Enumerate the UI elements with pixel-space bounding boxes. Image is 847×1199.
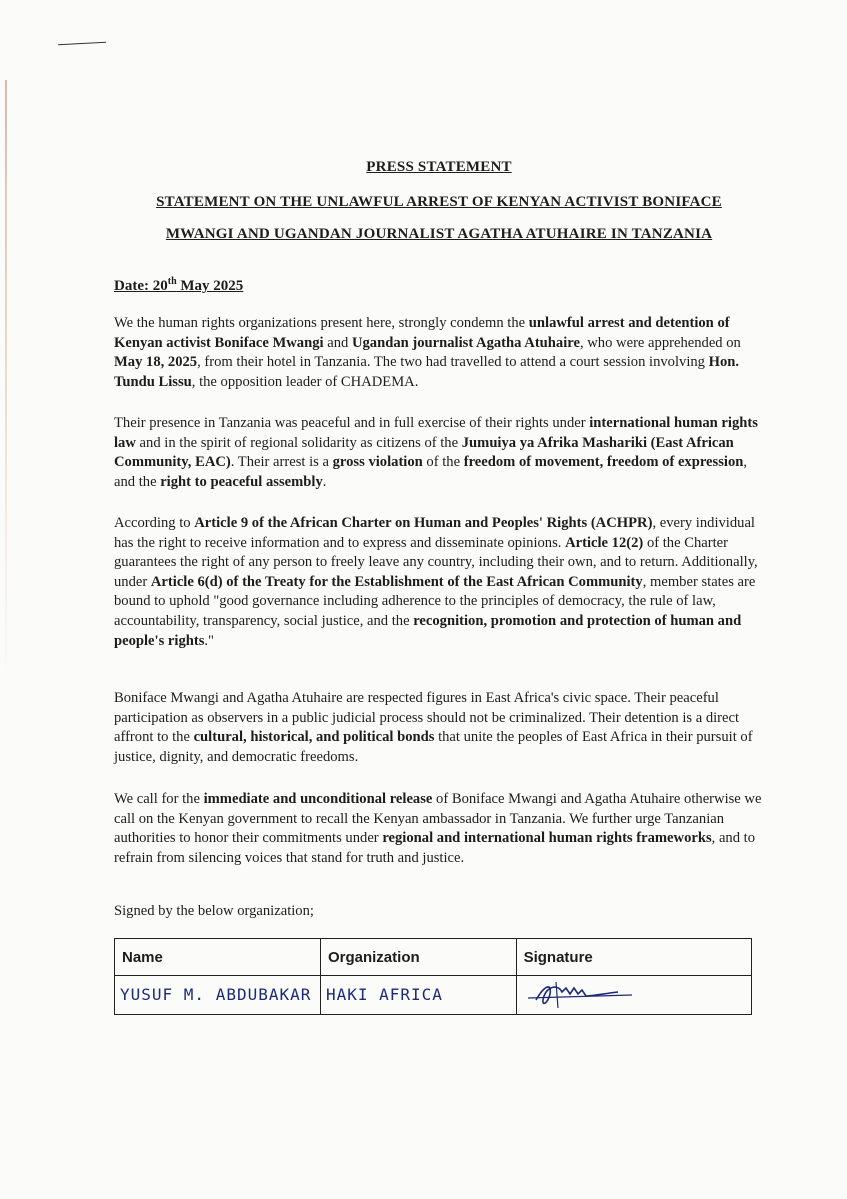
scan-edge-shadow: [5, 80, 7, 680]
text-run: , every individual has the right to receive information and to express and disseminate opinions.: [114, 515, 755, 551]
bold-text: freedom of movement, freedom of expression: [463, 454, 744, 471]
signed-by-text: Signed by the below organization;: [114, 903, 314, 919]
paragraph-call-to-action: [114, 790, 764, 868]
paragraph-rights-violation: [114, 414, 764, 492]
bold-text: right to peaceful assembly: [160, 473, 323, 490]
bold-text: Article 12(2): [565, 534, 644, 551]
text-run: . Their arrest is a: [230, 454, 333, 471]
handwritten-signature: [522, 978, 642, 1012]
bold-text: Ugandan journalist Agatha Atuhaire: [351, 334, 580, 351]
table-header-row: [115, 939, 752, 976]
bold-text: unlawful arrest and detention of Kenyan activist Boniface Mwangi: [114, 315, 730, 351]
date-prefix: Date: 20: [114, 278, 168, 294]
text-run: and in the spirit of regional solidarity as citizens of the: [135, 434, 462, 451]
column-header-organization: Organization: [320, 939, 516, 976]
statement-heading-line2: MWANGI AND UGANDAN JOURNALIST AGATHA ATUHAIRE IN TANZANIA: [165, 226, 713, 242]
signatory-name: YUSUF M. ABDUBAKAR: [120, 985, 312, 1004]
text-run: of Boniface Mwangi and Agatha Atuhaire otherwise we call on the Kenyan government to recall the Kenyan ambassador in Tanzania. We further urge Tanzanian authorities to honor their commitments under: [114, 791, 762, 847]
text-run: , and to refrain from silencing voices that stand for truth and justice.: [114, 830, 756, 866]
text-run: , and the: [114, 454, 748, 490]
bold-text: international human rights law: [114, 415, 758, 451]
text-run: , who were apprehended on: [579, 334, 741, 351]
signature-cell: [516, 976, 751, 1015]
bold-text: immediate and unconditional release: [203, 791, 433, 807]
bold-text: regional and international human rights frameworks: [382, 830, 712, 847]
text-run: , member states are bound to uphold "good governance including adherence to the principles of democracy, the rule of law, accountability, transparency, social justice, and the: [114, 573, 756, 629]
text-run: , the opposition leader of CHADEMA.: [191, 373, 419, 390]
bold-text: recognition, promotion and protection of human and people's rights: [114, 612, 742, 649]
text-run: of the Charter guarantees the right of any person to freely leave any country, including their own, and to return. Additionally, under: [114, 534, 758, 590]
paragraph-condemnation: [114, 314, 764, 392]
signatory-organization-cell: [320, 976, 516, 1015]
bold-text: cultural, historical, and political bonds: [193, 729, 435, 746]
statement-date: [114, 276, 243, 295]
pen-mark: [58, 39, 106, 46]
date-ordinal: th: [167, 276, 177, 287]
table-row: [115, 976, 752, 1015]
text-run: of the: [422, 454, 464, 471]
date-suffix: May 2025: [176, 278, 244, 294]
paragraph-legal-basis: [114, 514, 764, 651]
statement-heading-line1: STATEMENT ON THE UNLAWFUL ARREST OF KENYAN ACTIVIST BONIFACE: [156, 194, 722, 210]
bold-text: Article 6(d) of the Treaty for the Establishment of the East African Community: [150, 573, 643, 590]
bold-text: Jumuiya ya Afrika Mashariki (East African Community, EAC): [114, 434, 734, 471]
signatories-table: [114, 938, 752, 1015]
signatory-name-cell: [115, 976, 321, 1015]
document-title: PRESS STATEMENT: [366, 159, 512, 175]
bold-text: May 18, 2025: [114, 354, 198, 371]
column-header-name: Name: [115, 939, 321, 976]
text-run: According to: [114, 515, 195, 531]
text-run: .": [204, 632, 215, 649]
paragraph-civic-space: [114, 689, 764, 767]
text-run: We the human rights organizations present here, strongly condemn the: [114, 315, 529, 331]
text-run: We call for the: [114, 791, 204, 807]
column-header-signature: Signature: [516, 939, 751, 976]
bold-text: Article 9 of the African Charter on Human and Peoples' Rights (ACHPR): [194, 515, 653, 531]
bold-text: Hon. Tundu Lissu: [114, 354, 740, 390]
text-run: .: [322, 473, 327, 490]
text-run: Their presence in Tanzania was peaceful and in full exercise of their rights under: [114, 415, 590, 431]
bold-text: gross violation: [332, 454, 423, 471]
signatory-organization: HAKI AFRICA: [325, 985, 443, 1004]
text-run: , from their hotel in Tanzania. The two had travelled to attend a court session involving: [197, 354, 709, 371]
text-run: and: [323, 334, 352, 351]
text-run: that unite the peoples of East Africa in their pursuit of justice, dignity, and democratic freedoms.: [114, 729, 753, 765]
text-run: Boniface Mwangi and Agatha Atuhaire are respected figures in East Africa's civic space. Their peaceful participation as observers in a public judicial process should not be criminalized. Their detention is a direct affront to the: [114, 690, 740, 746]
